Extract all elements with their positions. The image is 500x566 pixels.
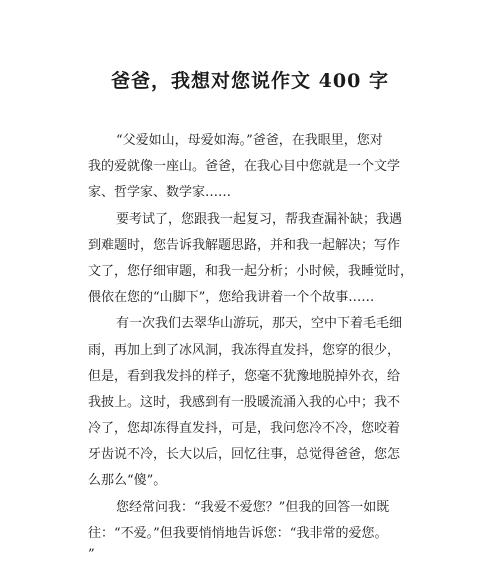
text-line: 我的爱就像一座山。爸爸，在我心目中您就是一个文学 (88, 159, 401, 175)
text-line: “父爱如山，母爱如海。”爸爸，在我眼里，您对 (116, 133, 383, 148)
text-line: 您经常问我：“我爱不爱您？”但我的回答一如既 (116, 499, 390, 515)
paragraph-4 (88, 495, 418, 547)
text-line: 但是，看到我发抖的样子，您毫不犹豫地脱掉外衣，给 (88, 368, 401, 384)
essay-body (88, 128, 418, 547)
text-line: 到难题时，您告诉我解题思路，并和我一起解决；写作 (88, 237, 401, 253)
text-line: 要考试了，您跟我一起复习，帮我查漏补缺；我遇 (116, 211, 403, 227)
text-line: 往：“不爱。”但我要悄悄地告诉您：“我非常的爱您。 (88, 525, 388, 541)
essay-title: 爸爸，我想对您说作文 400 字 (111, 70, 389, 92)
text-line: 我披上。这时，我感到有一股暖流涌入我的心中；我不 (88, 394, 401, 410)
text-line: 文了，您仔细审题，和我一起分析；小时候，我睡觉时， (88, 263, 414, 279)
paragraph-2 (88, 207, 418, 312)
paragraph-3 (88, 311, 418, 494)
text-line: 有一次我们去翠华山游玩，那天，空中下着毛毛细 (116, 316, 403, 332)
text-line: 偎依在您的“山脚下”，您给我讲着一个个故事…… (88, 290, 375, 306)
trailing-quote: ” (88, 547, 95, 562)
text-line: 家、哲学家、数学家…… (88, 185, 232, 201)
text-line: 雨，再加上到了冰风洞，我冻得直发抖，您穿的很少， (88, 342, 401, 358)
text-line: 牙齿说不冷，长大以后，回忆往事，总觉得爸爸，您怎 (88, 447, 401, 463)
text-line: 么那么“傻”。 (88, 473, 167, 489)
paragraph-1 (88, 128, 418, 207)
text-line: 冷了，您却冻得直发抖，可是，我问您冷不冷，您咬着 (88, 421, 401, 437)
